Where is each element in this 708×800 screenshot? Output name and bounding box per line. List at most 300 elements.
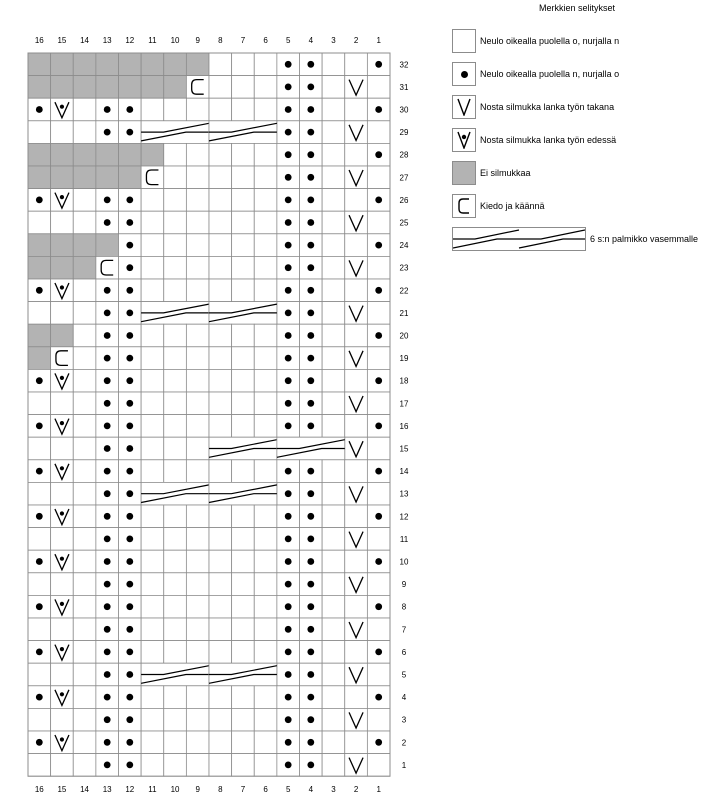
chart-cell <box>209 550 232 573</box>
chart-cell <box>209 392 232 415</box>
chart-cell <box>186 256 209 279</box>
chart-cell <box>164 641 187 664</box>
chart-cell <box>164 415 187 438</box>
row-number: 23 <box>399 263 409 273</box>
purl-dot-icon <box>126 445 133 452</box>
chart-cell <box>186 189 209 212</box>
chart-cell <box>254 686 277 709</box>
column-number-bottom: 5 <box>285 785 291 795</box>
chart-cell <box>186 550 209 573</box>
purl-dot-icon <box>307 106 314 113</box>
chart-cell <box>73 550 96 573</box>
chart-cell <box>164 505 187 528</box>
purl-dot-icon <box>375 739 382 746</box>
purl-dot-icon <box>285 762 292 769</box>
purl-dot-icon <box>104 603 111 610</box>
purl-dot-icon <box>285 626 292 633</box>
purl-dot-icon <box>375 423 382 430</box>
purl-dot-icon <box>126 694 133 701</box>
purl-dot-icon <box>375 513 382 520</box>
chart-cell <box>73 121 96 144</box>
chart-cell <box>232 166 255 189</box>
no-stitch-cell <box>73 256 96 279</box>
purl-dot-icon <box>375 332 382 339</box>
chart-cell <box>232 754 255 777</box>
column-number-bottom: 10 <box>170 785 180 795</box>
column-number-top: 9 <box>195 36 200 45</box>
purl-dot-icon <box>285 423 292 430</box>
no-stitch-cell <box>141 76 164 99</box>
purl-dot-icon <box>126 671 133 678</box>
purl-dot-icon <box>126 536 133 543</box>
chart-cell <box>186 641 209 664</box>
chart-cell <box>232 76 255 99</box>
cable-left-icon <box>452 227 586 251</box>
chart-cell <box>209 189 232 212</box>
chart-cell <box>254 324 277 347</box>
chart-cell <box>254 573 277 596</box>
chart-cell <box>345 686 368 709</box>
chart-cell <box>254 143 277 166</box>
purl-dot-icon <box>104 558 111 565</box>
chart-cell <box>209 415 232 438</box>
purl-dot-icon <box>126 377 133 384</box>
purl-dot-icon <box>126 264 133 271</box>
purl-dot-icon <box>104 581 111 588</box>
chart-cell <box>164 731 187 754</box>
chart-cell <box>232 550 255 573</box>
purl-dot-icon <box>307 174 314 181</box>
chart-cell <box>28 663 51 686</box>
chart-cell <box>232 98 255 121</box>
column-number-top: 5 <box>285 36 291 45</box>
chart-cell <box>209 573 232 596</box>
chart-cell <box>322 595 345 618</box>
column-number-bottom: 7 <box>240 785 246 795</box>
no-stitch-cell <box>51 166 74 189</box>
chart-cell <box>322 641 345 664</box>
chart-cell <box>322 731 345 754</box>
purl-dot-icon <box>126 423 133 430</box>
column-number-top: 8 <box>218 36 223 45</box>
no-stitch-cell <box>164 53 187 76</box>
column-number-top: 4 <box>308 36 314 45</box>
chart-cell <box>141 528 164 551</box>
purl-dot-icon <box>285 355 292 362</box>
purl-dot-icon <box>375 558 382 565</box>
purl-dot-icon <box>285 310 292 317</box>
chart-cell <box>73 482 96 505</box>
purl-dot-icon <box>126 106 133 113</box>
row-number: 19 <box>399 354 409 364</box>
chart-cell <box>209 256 232 279</box>
purl-dot-icon <box>285 219 292 226</box>
chart-cell <box>367 347 390 370</box>
chart-cell <box>186 708 209 731</box>
purl-dot-icon <box>307 603 314 610</box>
chart-cell <box>73 437 96 460</box>
chart-cell <box>254 641 277 664</box>
chart-cell <box>73 528 96 551</box>
chart-cell <box>367 618 390 641</box>
legend-label-wrap-turn: Kiedo ja käännä <box>480 201 545 211</box>
chart-cell <box>254 460 277 483</box>
chart-cell <box>232 256 255 279</box>
purl-dot-icon <box>307 468 314 475</box>
slip-front-dot <box>60 105 64 109</box>
chart-cell <box>73 731 96 754</box>
legend-label-slip-front: Nosta silmukka lanka työn edessä <box>480 135 617 145</box>
column-number-bottom: 14 <box>80 785 90 795</box>
column-number-top: 1 <box>376 36 381 45</box>
chart-cell <box>73 324 96 347</box>
no-stitch-cell <box>28 347 51 370</box>
chart-cell <box>209 708 232 731</box>
chart-cell <box>28 437 51 460</box>
row-number: 8 <box>401 602 407 612</box>
chart-cell <box>254 505 277 528</box>
chart-cell <box>51 121 74 144</box>
purl-dot-icon <box>307 536 314 543</box>
chart-cell <box>164 595 187 618</box>
chart-cell <box>254 76 277 99</box>
chart-cell <box>186 528 209 551</box>
row-number: 11 <box>399 534 409 544</box>
purl-dot-icon <box>375 106 382 113</box>
purl-dot-icon <box>126 332 133 339</box>
row-number: 32 <box>399 60 409 70</box>
chart-cell <box>367 256 390 279</box>
no-stitch-cell <box>28 143 51 166</box>
chart-cell <box>141 98 164 121</box>
row-number: 14 <box>399 467 409 477</box>
chart-cell <box>322 686 345 709</box>
chart-cell <box>164 189 187 212</box>
purl-dot-icon <box>126 310 133 317</box>
chart-cell <box>73 663 96 686</box>
purl-dot-icon <box>126 762 133 769</box>
slip-front-dot <box>60 195 64 199</box>
chart-cell <box>367 482 390 505</box>
chart-cell <box>232 234 255 257</box>
chart-cell <box>73 505 96 528</box>
chart-cell <box>28 392 51 415</box>
chart-cell <box>367 121 390 144</box>
row-number: 9 <box>401 580 407 590</box>
purl-dot-icon <box>104 219 111 226</box>
chart-cell <box>209 166 232 189</box>
chart-cell <box>51 618 74 641</box>
chart-cell <box>186 573 209 596</box>
no-stitch-cell <box>28 234 51 257</box>
chart-cell <box>141 256 164 279</box>
purl-dot-icon <box>307 61 314 68</box>
purl-dot-icon <box>126 603 133 610</box>
chart-cell <box>141 460 164 483</box>
chart-cell <box>209 347 232 370</box>
column-number-top: 14 <box>80 36 90 45</box>
slip-front-dot <box>60 737 64 741</box>
column-number-top: 16 <box>34 36 44 45</box>
chart-cell <box>254 256 277 279</box>
no-stitch-cell <box>73 76 96 99</box>
column-number-top: 7 <box>240 36 246 45</box>
purl-dot-icon <box>126 197 133 204</box>
row-number: 2 <box>401 738 407 748</box>
knit-symbol-icon <box>452 29 476 53</box>
chart-cell <box>232 415 255 438</box>
chart-cell <box>209 731 232 754</box>
chart-cell <box>141 573 164 596</box>
chart-cell <box>73 347 96 370</box>
chart-cell <box>186 369 209 392</box>
legend-item-no-stitch <box>452 161 531 185</box>
chart-cell <box>322 528 345 551</box>
row-number: 20 <box>399 331 409 341</box>
chart-cell <box>322 392 345 415</box>
chart-cell <box>254 211 277 234</box>
purl-dot-icon <box>104 626 111 633</box>
row-number: 25 <box>399 218 409 228</box>
purl-dot-icon <box>126 739 133 746</box>
chart-cell <box>164 256 187 279</box>
purl-dot-icon <box>285 739 292 746</box>
column-number-bottom: 2 <box>353 785 359 795</box>
chart-cell <box>73 754 96 777</box>
chart-cell <box>164 550 187 573</box>
chart-cell <box>345 234 368 257</box>
purl-dot-icon <box>307 264 314 271</box>
legend-item-cable <box>452 227 698 251</box>
chart-cell <box>186 754 209 777</box>
no-stitch-cell <box>141 143 164 166</box>
chart-cell <box>345 143 368 166</box>
row-number: 4 <box>401 693 407 703</box>
row-number: 29 <box>399 128 409 138</box>
chart-cell <box>141 437 164 460</box>
chart-cell <box>73 302 96 325</box>
purl-dot-icon <box>126 581 133 588</box>
purl-dot-icon <box>307 310 314 317</box>
chart-cell <box>164 211 187 234</box>
chart-cell <box>141 324 164 347</box>
chart-cell <box>186 460 209 483</box>
chart-cell <box>254 166 277 189</box>
purl-dot-icon <box>126 287 133 294</box>
chart-cell <box>322 256 345 279</box>
no-stitch-cell <box>28 324 51 347</box>
no-stitch-cell <box>96 76 119 99</box>
chart-cell <box>254 731 277 754</box>
slip-front-dot <box>60 421 64 425</box>
slip-front-dot <box>60 285 64 289</box>
purl-dot-icon <box>285 106 292 113</box>
no-stitch-cell <box>73 53 96 76</box>
purl-dot-icon <box>375 197 382 204</box>
chart-cell <box>345 279 368 302</box>
no-stitch-cell <box>96 53 119 76</box>
chart-cell <box>322 618 345 641</box>
row-number: 28 <box>399 150 409 160</box>
purl-dot-icon <box>375 151 382 158</box>
chart-cell <box>345 189 368 212</box>
chart-cell <box>322 369 345 392</box>
chart-cell <box>141 686 164 709</box>
chart-cell <box>345 731 368 754</box>
column-number-bottom: 6 <box>263 785 268 795</box>
purl-dot-icon <box>307 332 314 339</box>
purl-dot-icon <box>285 694 292 701</box>
chart-cell <box>164 279 187 302</box>
no-stitch-cell <box>51 324 74 347</box>
no-stitch-cell <box>73 234 96 257</box>
chart-cell <box>232 686 255 709</box>
legend-label-purl: Neulo oikealla puolella n, nurjalla o <box>480 69 620 79</box>
chart-cell <box>73 618 96 641</box>
purl-dot-icon <box>375 468 382 475</box>
column-number-top: 10 <box>170 36 180 45</box>
row-number: 17 <box>399 399 409 409</box>
chart-cell <box>254 98 277 121</box>
chart-cell <box>367 573 390 596</box>
column-number-top: 3 <box>331 36 336 45</box>
legend-label-knit: Neulo oikealla puolella o, nurjalla n <box>480 36 620 46</box>
chart-cell <box>28 482 51 505</box>
chart-cell <box>141 189 164 212</box>
no-stitch-cell <box>186 53 209 76</box>
purl-dot-icon <box>375 287 382 294</box>
chart-cell <box>186 686 209 709</box>
purl-dot-icon <box>36 739 43 746</box>
chart-cell <box>73 595 96 618</box>
chart-cell <box>51 437 74 460</box>
row-number: 21 <box>399 308 409 318</box>
chart-cell <box>232 641 255 664</box>
chart-cell <box>51 708 74 731</box>
purl-dot-icon <box>285 558 292 565</box>
chart-cell <box>322 53 345 76</box>
chart-cell <box>209 686 232 709</box>
chart-cell <box>367 754 390 777</box>
chart-cell <box>232 505 255 528</box>
chart-cell <box>73 686 96 709</box>
purl-dot-icon <box>307 649 314 656</box>
no-stitch-cell <box>119 143 142 166</box>
purl-dot-icon <box>285 716 292 723</box>
chart-cell <box>322 663 345 686</box>
legend-item-slip-back <box>452 95 614 119</box>
purl-dot-icon <box>126 513 133 520</box>
purl-dot-icon <box>36 513 43 520</box>
purl-dot-icon <box>104 513 111 520</box>
row-number: 24 <box>399 241 409 251</box>
slip-front-dot <box>60 647 64 651</box>
purl-dot-icon <box>126 626 133 633</box>
chart-cell <box>367 166 390 189</box>
chart-cell <box>164 234 187 257</box>
chart-cell <box>232 324 255 347</box>
chart-cell <box>209 641 232 664</box>
row-number: 18 <box>399 376 409 386</box>
purl-dot-icon <box>307 716 314 723</box>
chart-cell <box>209 53 232 76</box>
chart-cell <box>367 663 390 686</box>
slip-front-dot <box>60 557 64 561</box>
no-stitch-cell <box>73 166 96 189</box>
no-stitch-cell <box>28 53 51 76</box>
no-stitch-cell <box>164 76 187 99</box>
row-number: 5 <box>401 670 407 680</box>
chart-cell <box>141 234 164 257</box>
row-number: 15 <box>399 444 409 454</box>
chart-cell <box>73 392 96 415</box>
chart-cell <box>232 708 255 731</box>
purl-dot-icon <box>104 332 111 339</box>
chart-cell <box>141 392 164 415</box>
purl-dot-icon <box>307 671 314 678</box>
chart-cell <box>232 189 255 212</box>
row-number: 3 <box>401 715 407 725</box>
purl-dot-icon <box>285 61 292 68</box>
purl-dot-icon <box>285 264 292 271</box>
column-number-top: 6 <box>263 36 268 45</box>
chart-cell <box>28 528 51 551</box>
chart-cell <box>254 618 277 641</box>
chart-cell <box>141 211 164 234</box>
chart-cell <box>186 166 209 189</box>
chart-cell <box>141 550 164 573</box>
chart-cell <box>367 528 390 551</box>
purl-dot-icon <box>307 490 314 497</box>
chart-cell <box>322 166 345 189</box>
purl-dot-icon <box>375 242 382 249</box>
no-stitch-cell <box>96 234 119 257</box>
chart-cell <box>345 641 368 664</box>
chart-cell <box>164 347 187 370</box>
purl-dot-icon <box>126 355 133 362</box>
purl-dot-icon <box>307 423 314 430</box>
chart-cell <box>232 143 255 166</box>
chart-cell <box>345 550 368 573</box>
no-stitch-cell <box>96 166 119 189</box>
chart-cell <box>367 211 390 234</box>
purl-dot-icon <box>36 558 43 565</box>
purl-dot-icon <box>104 310 111 317</box>
row-number: 26 <box>399 195 409 205</box>
purl-dot-icon <box>307 287 314 294</box>
slip-front-dot <box>60 466 64 470</box>
chart-cell <box>232 573 255 596</box>
chart-cell <box>186 347 209 370</box>
column-number-top: 15 <box>57 36 67 45</box>
no-stitch-cell <box>51 143 74 166</box>
chart-cell <box>322 550 345 573</box>
purl-dot-icon <box>285 151 292 158</box>
chart-cell <box>73 641 96 664</box>
no-stitch-cell <box>141 53 164 76</box>
chart-cell <box>141 708 164 731</box>
purl-dot-icon <box>375 603 382 610</box>
purl-dot-icon <box>285 84 292 91</box>
purl-dot-icon <box>285 468 292 475</box>
purl-dot-icon <box>307 219 314 226</box>
purl-dot-icon <box>285 649 292 656</box>
chart-cell <box>232 528 255 551</box>
purl-dot-icon <box>307 84 314 91</box>
chart-cell <box>367 76 390 99</box>
chart-cell <box>209 324 232 347</box>
chart-cell <box>73 189 96 212</box>
